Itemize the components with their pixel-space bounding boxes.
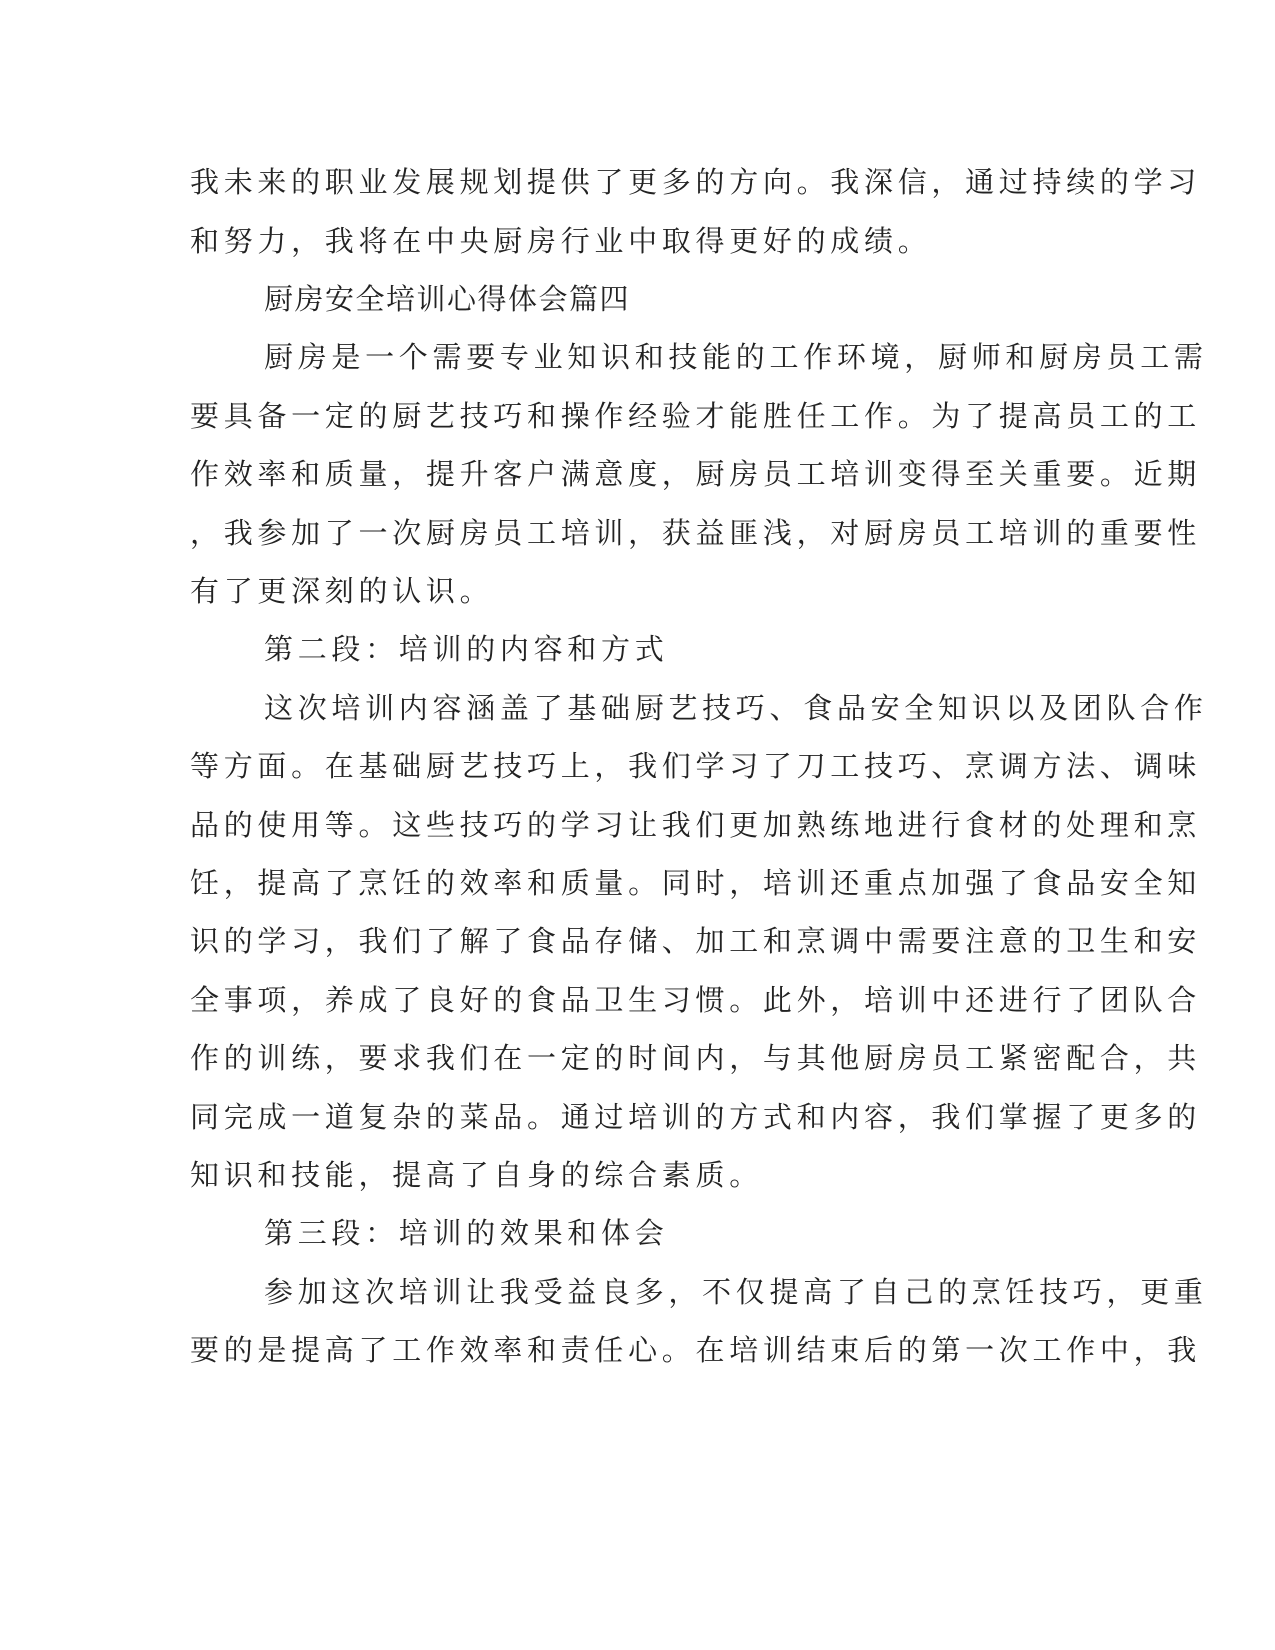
section-heading: 厨房安全培训心得体会篇四	[264, 282, 631, 316]
text-line: 有了更深刻的认识。	[190, 574, 494, 608]
text-line: 要具备一定的厨艺技巧和操作经验才能胜任工作。为了提高员工的工	[190, 399, 1202, 433]
text-line: 知识和技能，提高了自身的综合素质。	[190, 1158, 763, 1192]
text-line: 同完成一道复杂的菜品。通过培训的方式和内容，我们掌握了更多的	[190, 1100, 1202, 1134]
text-line: 品的使用等。这些技巧的学习让我们更加熟练地进行食材的处理和烹	[190, 808, 1202, 842]
text-line: 作效率和质量，提升客户满意度，厨房员工培训变得至关重要。近期	[190, 457, 1202, 491]
paragraph-first-line: 厨房是一个需要专业知识和技能的工作环境，厨师和厨房员工需	[264, 340, 1208, 374]
text-line: 饪，提高了烹饪的效率和质量。同时，培训还重点加强了食品安全知	[190, 866, 1202, 900]
text-line: 全事项，养成了良好的食品卫生习惯。此外，培训中还进行了团队合	[190, 983, 1202, 1017]
paragraph-first-line: 这次培训内容涵盖了基础厨艺技巧、食品安全知识以及团队合作	[264, 691, 1208, 725]
text-line: 识的学习，我们了解了食品存储、加工和烹调中需要注意的卫生和安	[190, 924, 1202, 958]
text-line: 要的是提高了工作效率和责任心。在培训结束后的第一次工作中，我	[190, 1333, 1202, 1367]
text-line: 等方面。在基础厨艺技巧上，我们学习了刀工技巧、烹调方法、调味	[190, 749, 1202, 783]
text-line: ，我参加了一次厨房员工培训，获益匪浅，对厨房员工培训的重要性	[190, 516, 1202, 550]
section-heading: 第二段：培训的内容和方式	[264, 632, 669, 666]
text-line: 作的训练，要求我们在一定的时间内，与其他厨房员工紧密配合，共	[190, 1041, 1202, 1075]
section-heading: 第三段：培训的效果和体会	[264, 1216, 669, 1250]
text-line: 和努力，我将在中央厨房行业中取得更好的成绩。	[190, 224, 932, 258]
text-line: 我未来的职业发展规划提供了更多的方向。我深信，通过持续的学习	[190, 165, 1202, 199]
paragraph-first-line: 参加这次培训让我受益良多，不仅提高了自己的烹饪技巧，更重	[264, 1275, 1208, 1309]
